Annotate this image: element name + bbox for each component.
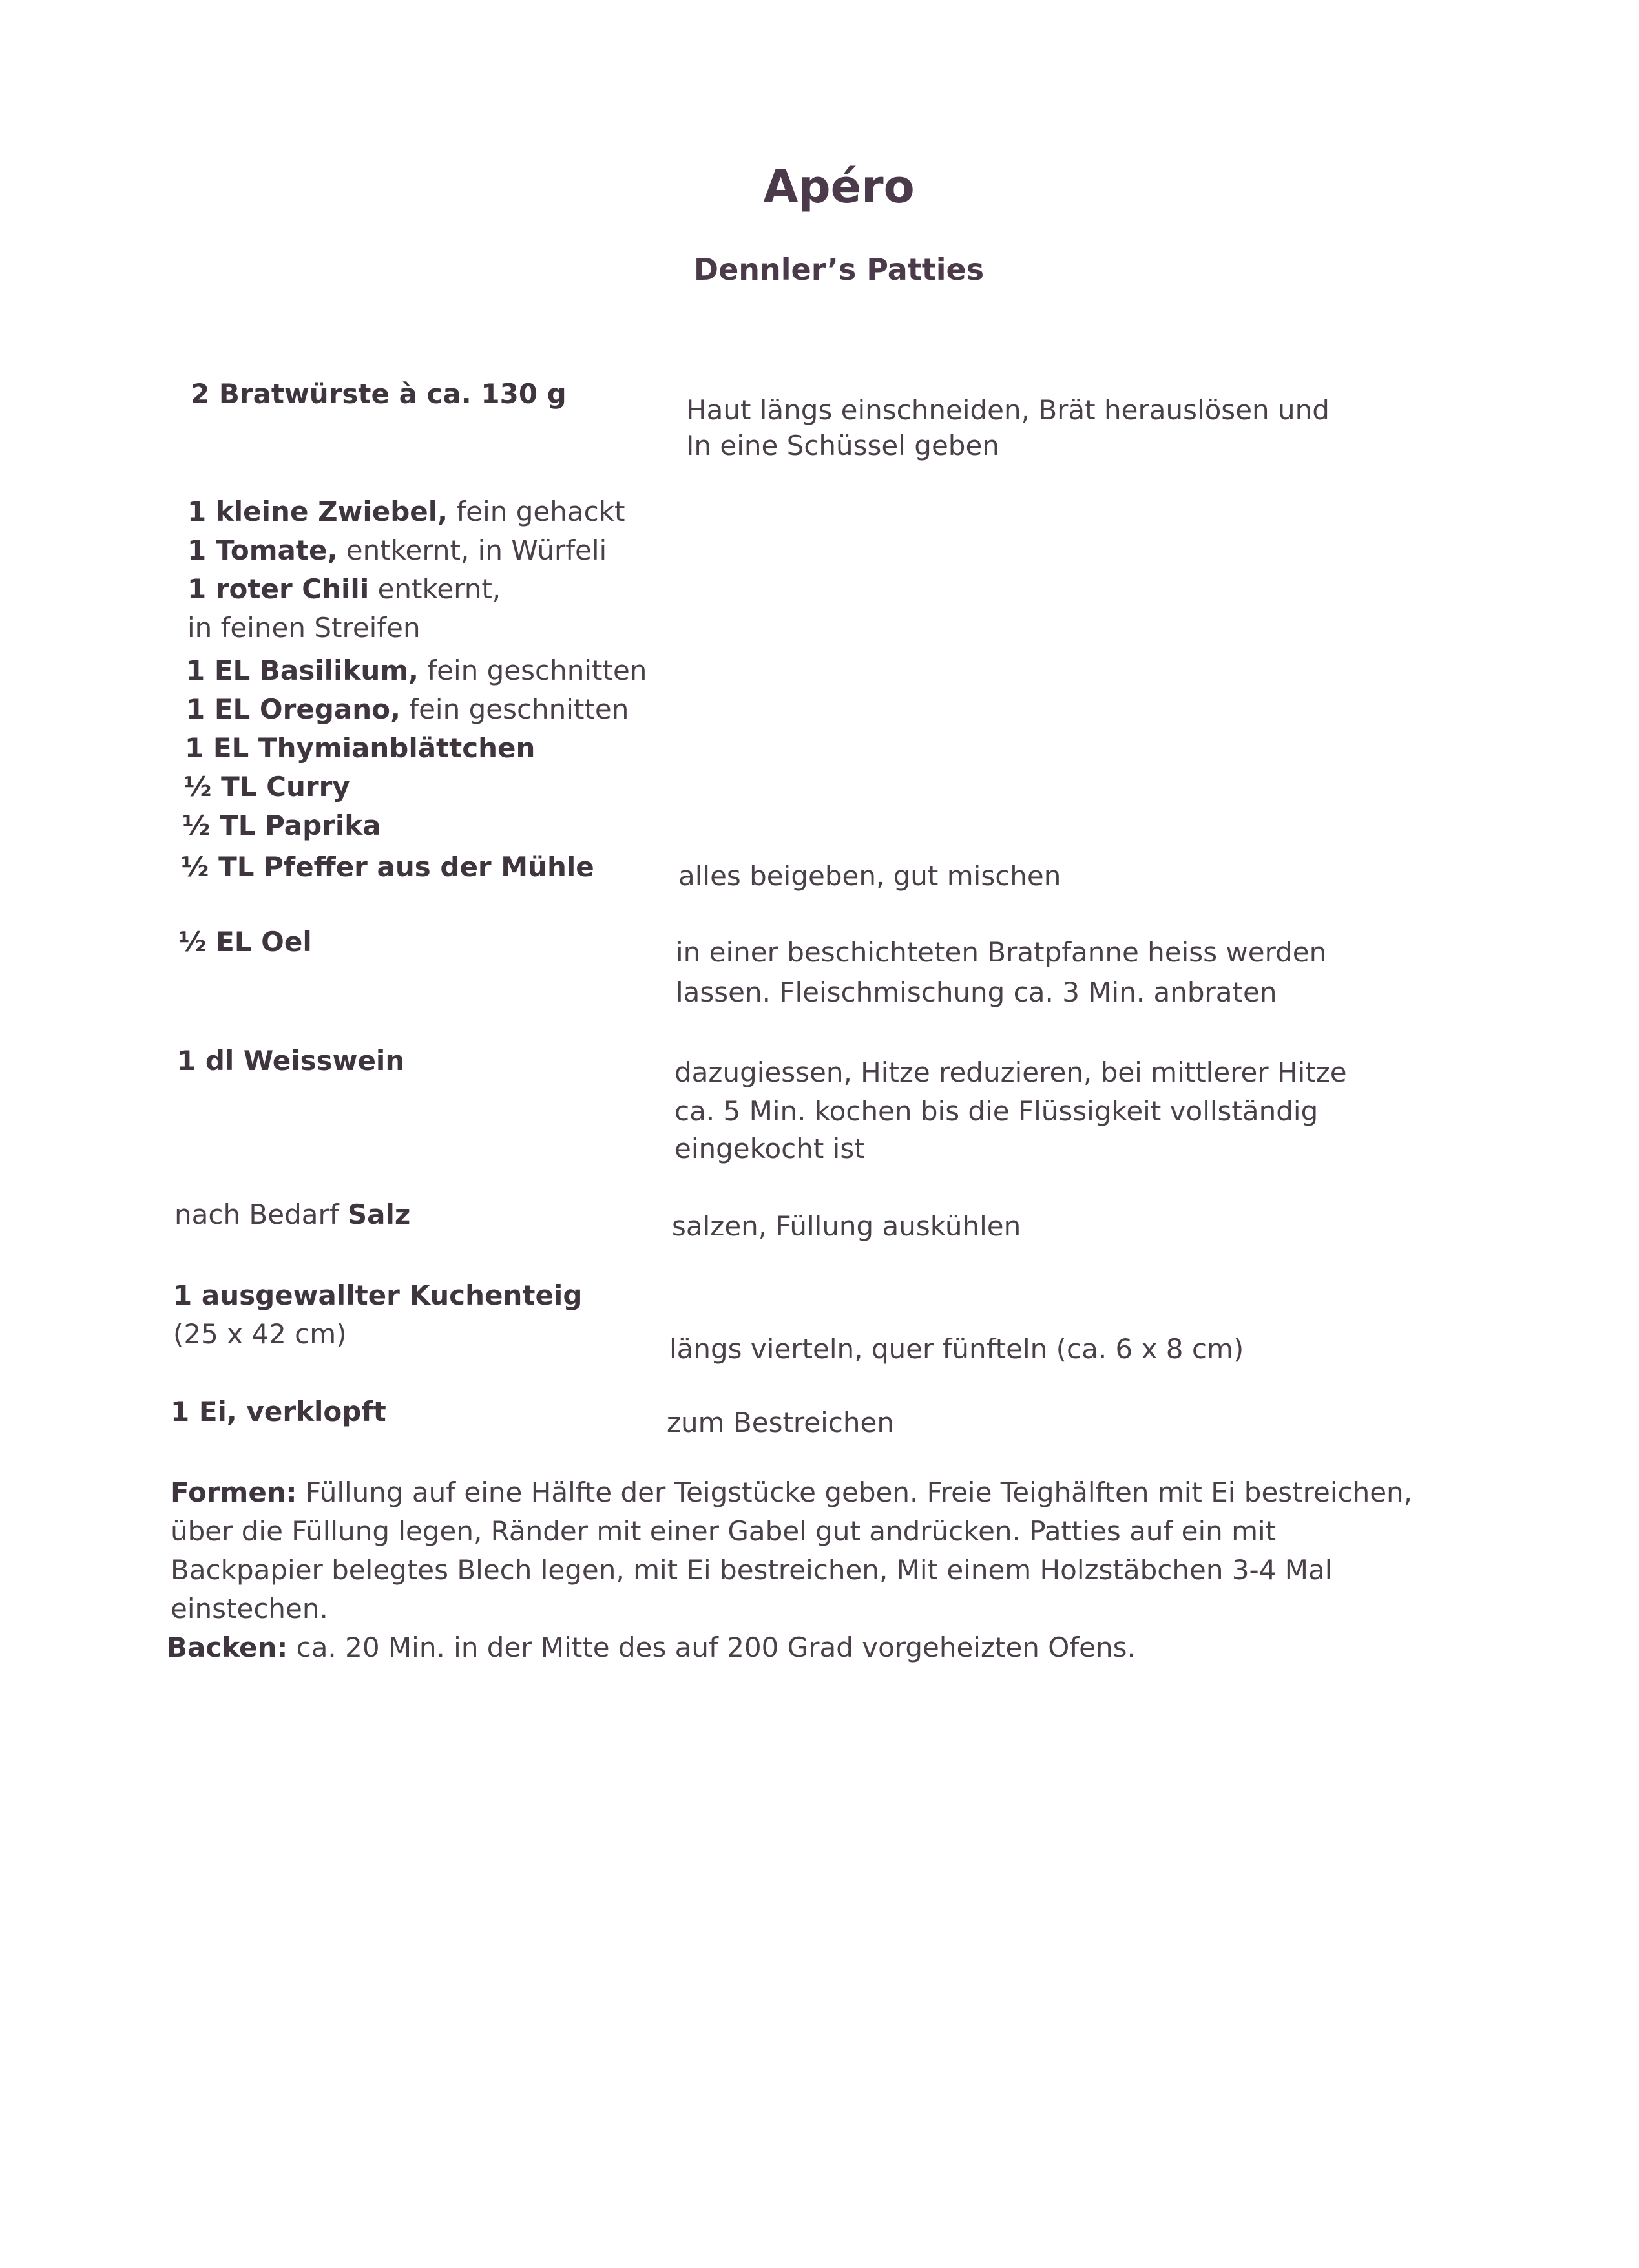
step-line: In eine Schüssel geben	[686, 430, 999, 461]
formen-paragraph: Formen: Füllung auf eine Hälfte der Teigstücke geben. Freie Teighälften mit Ei bestreichen, über die Füllung legen, Ränder mit einer Gabel gut andrücken. Patties auf ein mit Backpapier belegtes Blech legen, mit Ei bestreichen, Mit einem Holzstäbchen 3-4 Mal einstechen.	[171, 1476, 1413, 1624]
ingredient-line: ½ EL Oel	[178, 926, 312, 958]
page-title: Apéro	[763, 160, 915, 213]
ingredient-line: 1 Ei, verklopft	[171, 1396, 386, 1427]
ingredient-line: 2 Bratwürste à ca. 130 g	[191, 378, 567, 410]
step-line: lassen. Fleischmischung ca. 3 Min. anbraten	[676, 976, 1277, 1008]
step-line: längs vierteln, quer fünfteln (ca. 6 x 8 cm)	[669, 1333, 1244, 1365]
ingredient-line: ½ TL Curry	[183, 771, 350, 803]
step-line: salzen, Füllung auskühlen	[672, 1210, 1021, 1242]
step-line: zum Bestreichen	[667, 1407, 894, 1438]
step-line: in einer beschichteten Bratpfanne heiss werden	[676, 936, 1327, 968]
step-line: ca. 5 Min. kochen bis die Flüssigkeit vollständig	[674, 1095, 1319, 1127]
backen-paragraph: Backen: ca. 20 Min. in der Mitte des auf 200 Grad vorgeheizten Ofens.	[167, 1632, 1136, 1663]
ingredient-line: in feinen Streifen	[187, 612, 421, 644]
ingredient-line: 1 EL Basilikum, fein geschnitten	[186, 655, 647, 686]
ingredient-line: nach Bedarf Salz	[174, 1199, 411, 1230]
step-line: Haut längs einschneiden, Brät herauslösen und	[686, 394, 1330, 426]
step-line: alles beigeben, gut mischen	[678, 860, 1061, 892]
recipe-title: Dennler’s Patties	[693, 252, 985, 287]
ingredient-line: ½ TL Pfeffer aus der Mühle	[181, 851, 594, 883]
ingredient-line: 1 kleine Zwiebel, fein gehackt	[187, 496, 625, 527]
ingredient-line: 1 ausgewallter Kuchenteig	[173, 1279, 583, 1311]
ingredient-line: 1 EL Thymianblättchen	[185, 732, 536, 764]
ingredient-line: (25 x 42 cm)	[173, 1318, 347, 1350]
ingredient-line: 1 EL Oregano, fein geschnitten	[186, 693, 629, 725]
ingredient-line: ½ TL Paprika	[182, 810, 381, 841]
step-line: dazugiessen, Hitze reduzieren, bei mittlerer Hitze	[674, 1056, 1347, 1088]
ingredient-line: 1 dl Weisswein	[177, 1045, 405, 1076]
ingredient-line: 1 Tomate, entkernt, in Würfeli	[187, 534, 607, 566]
step-line: eingekocht ist	[674, 1133, 865, 1164]
ingredient-line: 1 roter Chili entkernt,	[187, 573, 501, 605]
